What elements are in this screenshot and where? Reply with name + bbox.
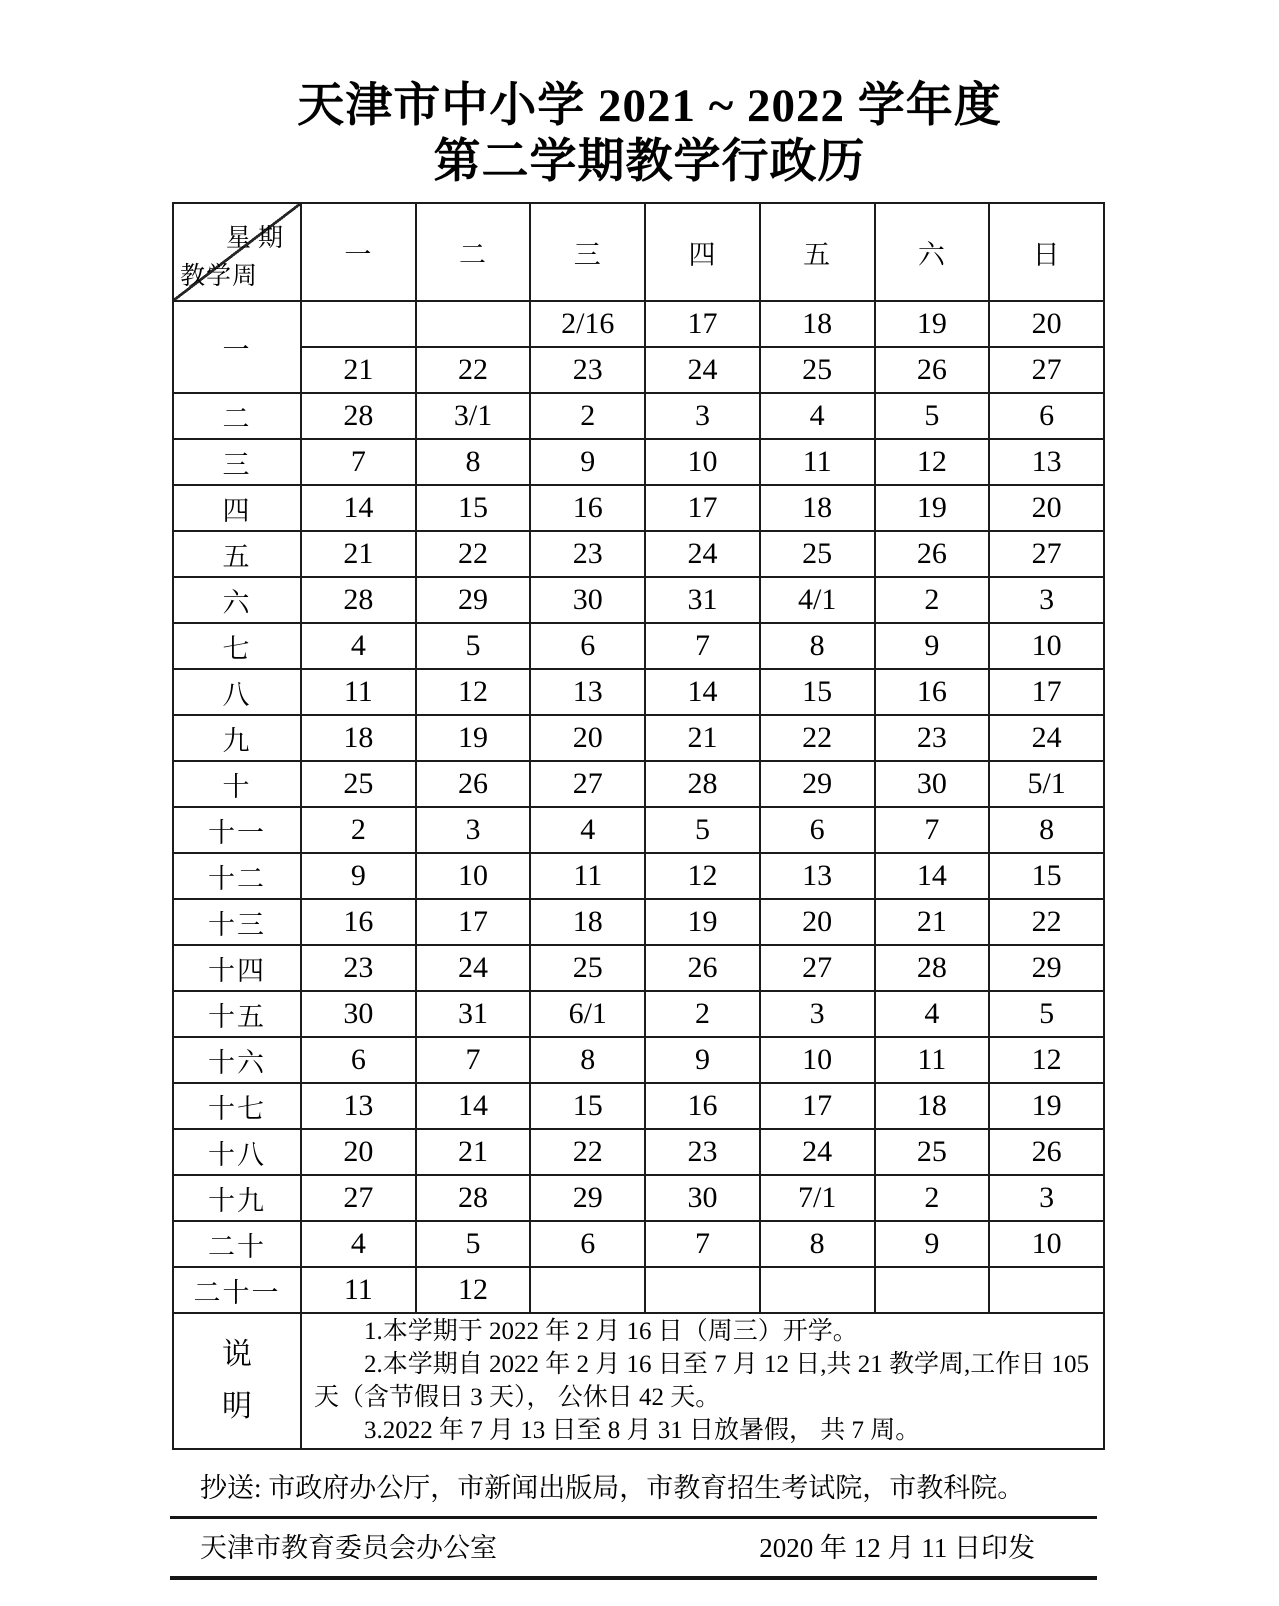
week-row (173, 1175, 1104, 1221)
day-cell: 16 (645, 1083, 760, 1129)
day-cell: 18 (760, 301, 875, 347)
day-cell: 14 (645, 669, 760, 715)
day-cell: 9 (645, 1037, 760, 1083)
week-row (173, 485, 1104, 531)
week-label-cell: 四 (173, 485, 301, 531)
week-row (173, 1221, 1104, 1267)
day-cell: 6 (301, 1037, 416, 1083)
day-cell: 15 (760, 669, 875, 715)
week-label-cell: 十八 (173, 1129, 301, 1175)
week-label-cell: 一 (173, 301, 301, 393)
day-cell: 5 (989, 991, 1104, 1037)
day-cell: 14 (416, 1083, 531, 1129)
document-title (10, 78, 1279, 190)
week-row (173, 531, 1104, 577)
day-cell: 4 (301, 1221, 416, 1267)
day-header-cell: 四 (645, 203, 760, 301)
week-label-cell: 十二 (173, 853, 301, 899)
notes-item: 1.本学期于 2022 年 2 月 16 日（周三）开学。 (364, 1318, 858, 1345)
day-cell: 25 (875, 1129, 990, 1175)
day-cell: 5/1 (989, 761, 1104, 807)
day-cell: 22 (416, 531, 531, 577)
day-cell: 6 (760, 807, 875, 853)
week-row (173, 1037, 1104, 1083)
day-cell: 10 (989, 1221, 1104, 1267)
day-cell: 4 (760, 393, 875, 439)
day-cell: 24 (416, 945, 531, 991)
corner-label-weekday: 星期 (225, 225, 290, 252)
day-cell (416, 301, 531, 347)
day-cell: 4 (301, 623, 416, 669)
day-cell: 3 (416, 807, 531, 853)
day-cell: 25 (760, 347, 875, 393)
day-cell: 11 (301, 1267, 416, 1313)
day-cell: 30 (301, 991, 416, 1037)
day-cell: 23 (875, 715, 990, 761)
notes-content (301, 1313, 1104, 1449)
day-cell: 10 (989, 623, 1104, 669)
day-cell: 14 (301, 485, 416, 531)
day-cell: 25 (530, 945, 645, 991)
week-row (173, 439, 1104, 485)
week-row (173, 1267, 1104, 1313)
day-cell: 10 (416, 853, 531, 899)
day-cell: 6 (530, 1221, 645, 1267)
week-row (173, 1129, 1104, 1175)
day-cell (301, 301, 416, 347)
day-cell: 30 (645, 1175, 760, 1221)
day-cell: 24 (760, 1129, 875, 1175)
day-cell: 26 (989, 1129, 1104, 1175)
week-label-cell: 三 (173, 439, 301, 485)
corner-cell (173, 203, 301, 301)
day-cell: 5 (416, 623, 531, 669)
week-label-cell: 五 (173, 531, 301, 577)
day-cell: 24 (645, 531, 760, 577)
day-cell: 31 (645, 577, 760, 623)
day-cell: 13 (530, 669, 645, 715)
day-cell: 17 (760, 1083, 875, 1129)
day-cell: 20 (989, 301, 1104, 347)
day-cell (530, 1267, 645, 1313)
day-cell: 4 (875, 991, 990, 1037)
day-cell: 25 (760, 531, 875, 577)
day-cell: 29 (530, 1175, 645, 1221)
day-cell: 10 (760, 1037, 875, 1083)
day-cell: 22 (760, 715, 875, 761)
day-cell: 23 (530, 531, 645, 577)
corner-label-teaching-week: 教学周 (180, 263, 259, 290)
week-row (173, 761, 1104, 807)
week-label-cell: 二十一 (173, 1267, 301, 1313)
notes-row (173, 1313, 1104, 1449)
day-cell: 12 (416, 1267, 531, 1313)
day-cell: 27 (989, 531, 1104, 577)
day-cell: 22 (416, 347, 531, 393)
day-cell: 15 (416, 485, 531, 531)
day-cell: 19 (875, 301, 990, 347)
day-cell: 8 (760, 1221, 875, 1267)
day-cell: 11 (760, 439, 875, 485)
week-label-cell: 十三 (173, 899, 301, 945)
day-header-cell: 六 (875, 203, 990, 301)
day-cell: 9 (301, 853, 416, 899)
day-cell: 13 (301, 1083, 416, 1129)
week-label-cell: 八 (173, 669, 301, 715)
week-label-cell: 十五 (173, 991, 301, 1037)
calendar-header-row (173, 203, 1104, 301)
day-cell: 16 (875, 669, 990, 715)
week-row (173, 807, 1104, 853)
day-cell: 25 (301, 761, 416, 807)
week-row (173, 853, 1104, 899)
day-cell: 3 (989, 577, 1104, 623)
day-cell: 8 (760, 623, 875, 669)
week-label-cell: 七 (173, 623, 301, 669)
week-row (173, 1083, 1104, 1129)
day-cell: 7/1 (760, 1175, 875, 1221)
day-cell: 18 (760, 485, 875, 531)
teaching-calendar-table (172, 202, 1105, 1450)
day-cell (645, 1267, 760, 1313)
day-cell: 26 (645, 945, 760, 991)
day-cell: 22 (989, 899, 1104, 945)
day-cell: 17 (416, 899, 531, 945)
notes-label (173, 1313, 301, 1449)
week-row (173, 301, 1104, 347)
day-cell: 21 (645, 715, 760, 761)
day-cell: 20 (530, 715, 645, 761)
notes-item: 2.本学期自 2022 年 2 月 16 日至 7 月 12 日,共 21 教学周,工作日 105 天（含节假日 3 天）， 公休日 42 天。 (314, 1351, 1090, 1411)
day-cell: 17 (989, 669, 1104, 715)
day-cell: 13 (989, 439, 1104, 485)
day-cell: 26 (416, 761, 531, 807)
day-cell: 3/1 (416, 393, 531, 439)
day-cell: 21 (301, 347, 416, 393)
page-title-line1: 天津市中小学 2021 ~ 2022 学年度 (297, 80, 1002, 132)
day-cell: 5 (875, 393, 990, 439)
day-cell: 20 (760, 899, 875, 945)
day-cell: 10 (645, 439, 760, 485)
day-cell: 21 (875, 899, 990, 945)
day-cell: 23 (645, 1129, 760, 1175)
day-cell: 19 (645, 899, 760, 945)
day-cell: 26 (875, 531, 990, 577)
notes-label-text: 说明 (222, 1338, 252, 1423)
day-cell: 9 (875, 1221, 990, 1267)
day-cell: 21 (301, 531, 416, 577)
day-cell: 12 (645, 853, 760, 899)
week-label-cell: 十一 (173, 807, 301, 853)
day-cell: 2 (530, 393, 645, 439)
day-cell: 12 (416, 669, 531, 715)
day-header-cell: 二 (416, 203, 531, 301)
notes-item: 3.2022 年 7 月 13 日至 8 月 31 日放暑假， 共 7 周。 (364, 1417, 921, 1444)
day-cell: 19 (416, 715, 531, 761)
day-cell (760, 1267, 875, 1313)
day-cell: 28 (301, 577, 416, 623)
day-cell: 9 (530, 439, 645, 485)
issue-line (170, 1526, 1097, 1570)
day-cell: 16 (530, 485, 645, 531)
footer-divider-bottom (170, 1576, 1097, 1580)
day-cell: 19 (875, 485, 990, 531)
week-row (173, 577, 1104, 623)
day-cell (875, 1267, 990, 1313)
day-cell: 28 (416, 1175, 531, 1221)
day-cell: 11 (875, 1037, 990, 1083)
week-label-cell: 六 (173, 577, 301, 623)
week-row (173, 715, 1104, 761)
day-cell: 12 (875, 439, 990, 485)
day-cell: 18 (301, 715, 416, 761)
day-cell: 8 (989, 807, 1104, 853)
day-cell: 28 (301, 393, 416, 439)
day-header-cell: 日 (989, 203, 1104, 301)
day-cell: 2 (645, 991, 760, 1037)
day-cell: 27 (760, 945, 875, 991)
day-cell: 15 (989, 853, 1104, 899)
week-label-cell: 二 (173, 393, 301, 439)
week-label-cell: 十四 (173, 945, 301, 991)
cc-line: 抄送: 市政府办公厅，市新闻出版局，市教育招生考试院，市教科院。 (200, 1473, 1025, 1503)
day-cell: 8 (530, 1037, 645, 1083)
day-cell: 9 (875, 623, 990, 669)
day-cell: 23 (530, 347, 645, 393)
day-cell: 30 (530, 577, 645, 623)
week-row (173, 623, 1104, 669)
day-cell: 24 (645, 347, 760, 393)
issuer-name: 天津市教育委员会办公室 (200, 1533, 497, 1563)
day-cell: 17 (645, 301, 760, 347)
day-cell: 14 (875, 853, 990, 899)
day-cell: 28 (875, 945, 990, 991)
day-cell: 24 (989, 715, 1104, 761)
week-label-cell: 十六 (173, 1037, 301, 1083)
week-label-cell: 十 (173, 761, 301, 807)
week-row (173, 991, 1104, 1037)
day-cell (989, 1267, 1104, 1313)
week-row (173, 669, 1104, 715)
footer-divider-top (170, 1516, 1097, 1519)
day-cell: 16 (301, 899, 416, 945)
day-cell: 15 (530, 1083, 645, 1129)
day-cell: 6 (530, 623, 645, 669)
day-cell: 3 (645, 393, 760, 439)
day-cell: 2 (875, 577, 990, 623)
day-cell: 20 (989, 485, 1104, 531)
day-cell: 2 (301, 807, 416, 853)
week-label-cell: 二十 (173, 1221, 301, 1267)
day-cell: 7 (875, 807, 990, 853)
week-row (173, 393, 1104, 439)
week-row (173, 347, 1104, 393)
day-cell: 2 (875, 1175, 990, 1221)
day-cell: 11 (530, 853, 645, 899)
day-header-cell: 一 (301, 203, 416, 301)
day-cell: 29 (989, 945, 1104, 991)
page-title-line2: 第二学期教学行政历 (433, 136, 866, 188)
day-cell: 21 (416, 1129, 531, 1175)
day-cell: 27 (530, 761, 645, 807)
day-cell: 7 (416, 1037, 531, 1083)
day-header-cell: 五 (760, 203, 875, 301)
day-cell: 12 (989, 1037, 1104, 1083)
day-cell: 5 (416, 1221, 531, 1267)
day-cell: 4/1 (760, 577, 875, 623)
day-cell: 26 (875, 347, 990, 393)
week-row (173, 899, 1104, 945)
day-cell: 22 (530, 1129, 645, 1175)
week-label-cell: 九 (173, 715, 301, 761)
day-cell: 27 (989, 347, 1104, 393)
week-row (173, 945, 1104, 991)
day-cell: 2/16 (530, 301, 645, 347)
day-header-cell: 三 (530, 203, 645, 301)
week-label-cell: 十七 (173, 1083, 301, 1129)
day-cell: 27 (301, 1175, 416, 1221)
day-cell: 3 (760, 991, 875, 1037)
day-cell: 30 (875, 761, 990, 807)
day-cell: 31 (416, 991, 531, 1037)
day-cell: 28 (645, 761, 760, 807)
day-cell: 17 (645, 485, 760, 531)
week-label-cell: 十九 (173, 1175, 301, 1221)
day-cell: 6/1 (530, 991, 645, 1037)
day-cell: 20 (301, 1129, 416, 1175)
day-cell: 11 (301, 669, 416, 715)
day-cell: 5 (645, 807, 760, 853)
day-cell: 18 (875, 1083, 990, 1129)
day-cell: 4 (530, 807, 645, 853)
day-cell: 8 (416, 439, 531, 485)
day-cell: 3 (989, 1175, 1104, 1221)
day-cell: 29 (416, 577, 531, 623)
day-cell: 7 (301, 439, 416, 485)
day-cell: 19 (989, 1083, 1104, 1129)
day-cell: 18 (530, 899, 645, 945)
issue-date: 2020 年 12 月 11 日印发 (759, 1533, 1035, 1563)
day-cell: 23 (301, 945, 416, 991)
day-cell: 29 (760, 761, 875, 807)
day-cell: 7 (645, 623, 760, 669)
day-cell: 13 (760, 853, 875, 899)
day-cell: 7 (645, 1221, 760, 1267)
day-cell: 6 (989, 393, 1104, 439)
